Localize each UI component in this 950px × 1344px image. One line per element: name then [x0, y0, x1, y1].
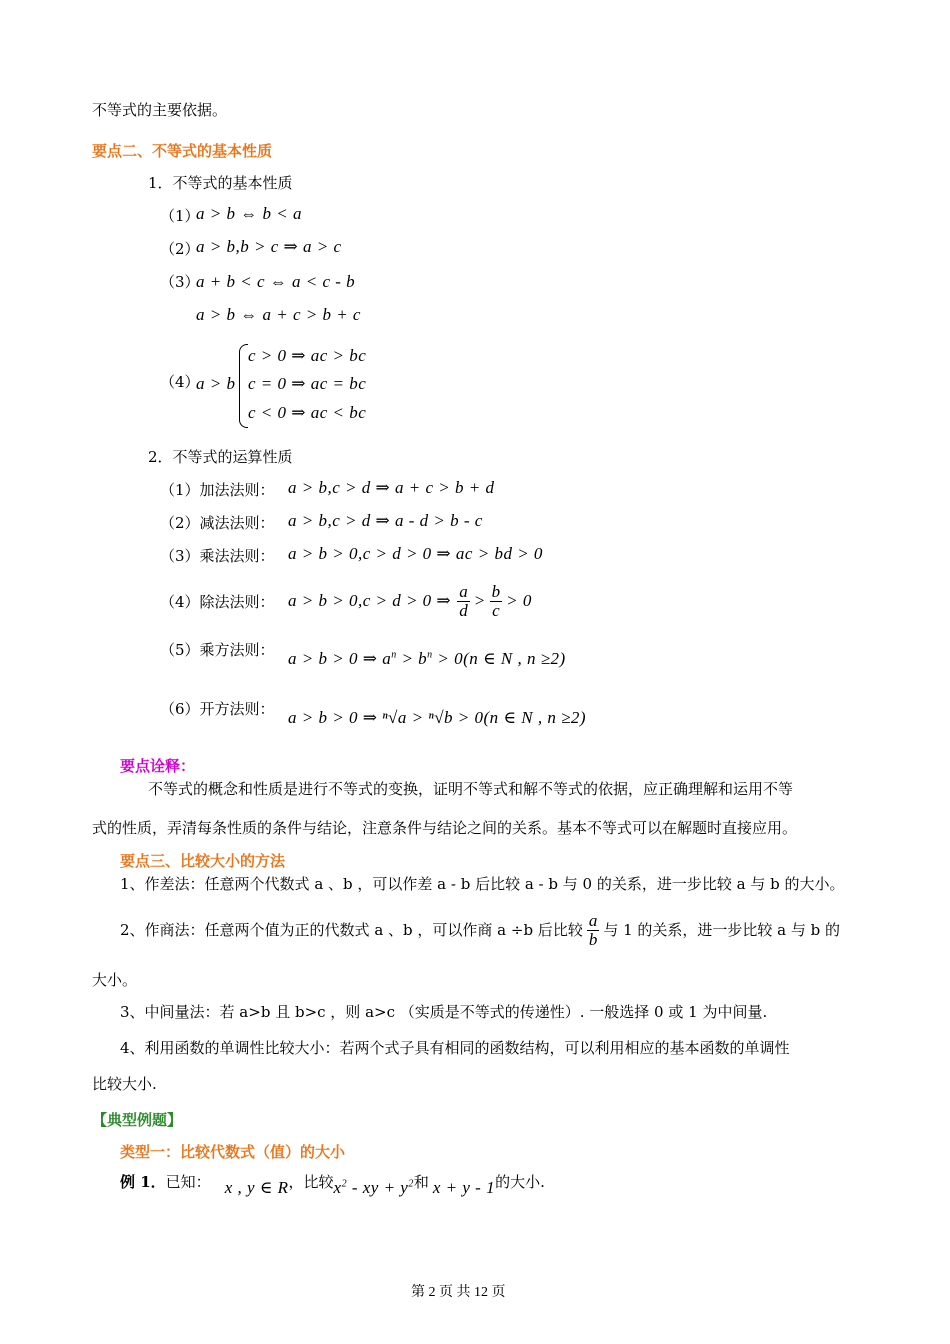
example-text: 和: [413, 1173, 429, 1191]
note-title: 要点诠释：: [120, 757, 196, 775]
example-expression: $x^2$ - xy + $y^2$: [333, 1178, 414, 1197]
op-label: （3）乘法法则：: [160, 547, 275, 565]
intro-tail: 不等式的主要依据。: [92, 101, 228, 119]
fraction-numerator: b: [491, 581, 501, 601]
section2-title: 要点二、不等式的基本性质: [92, 142, 273, 160]
example-text: 的大小.: [495, 1173, 545, 1191]
op-expr-pre: a > b > 0 ⇒ a: [288, 649, 392, 668]
prop4-case: c > 0 ⇒ ac > bc: [248, 346, 367, 365]
exponent: n: [427, 649, 433, 661]
example-condition: x , y ∈ R: [224, 1178, 289, 1197]
section2-sub1: 1．不等式的基本性质: [148, 174, 293, 192]
type1-title: 类型一：比较代数式（值）的大小: [120, 1143, 346, 1161]
fraction-denominator: c: [492, 600, 500, 620]
prop-label: （3）: [160, 273, 200, 291]
op-expr-post: > 0: [506, 591, 532, 610]
fraction: [457, 583, 470, 620]
example-text: 已知：: [165, 1173, 211, 1191]
op-power-expr: [288, 649, 566, 669]
prop4-case: c = 0 ⇒ ac = bc: [248, 374, 367, 393]
prop-label: （1）: [160, 207, 200, 225]
example-label: 例 1．: [120, 1173, 166, 1191]
prop-expr: a > b,b > c ⇒ a > c: [196, 237, 342, 256]
op-expr: a > b,c > d ⇒ a + c > b + d: [288, 478, 495, 497]
method-2-pre: 2、作商法：任意两个值为正的代数式 a 、b ，可以作商 a ÷b 后比较: [120, 921, 583, 939]
fraction-denominator: b: [588, 929, 598, 949]
prop4-lead: a > b: [196, 374, 236, 393]
example-1: [120, 1166, 545, 1198]
fraction-numerator: a: [588, 910, 598, 930]
fraction-denominator: d: [459, 600, 468, 620]
op-label: （2）减法法则：: [160, 514, 275, 532]
example-expression: x + y - 1: [432, 1178, 496, 1197]
op-expr-mid: > b: [396, 649, 428, 668]
note-line: 式的性质，弄清每条性质的条件与结论，注意条件与结论之间的关系。基本不等式可以在解题时直接应用。: [92, 819, 798, 837]
section2-sub2: 2．不等式的运算性质: [148, 448, 293, 466]
method-2-tail: 大小。: [92, 971, 138, 989]
op-label: （6）开方法则：: [160, 700, 275, 718]
op-expr: a > b > 0 ⇒ ⁿ√a > ⁿ√b > 0(n ∈ N , n ≥2): [288, 708, 587, 727]
op-divide-expr: [288, 578, 532, 624]
prop-expr: a > b ⇔ a + c > b + c: [196, 305, 361, 324]
op-expr: a > b > 0,c > d > 0 ⇒ ac > bd > 0: [288, 544, 543, 563]
prop-label: （2）: [160, 240, 200, 258]
left-brace: [239, 344, 248, 428]
section3-title: 要点三、比较大小的方法: [120, 852, 286, 870]
examples-title: 【典型例题】: [92, 1111, 183, 1129]
method-4: 比较大小.: [92, 1075, 157, 1093]
op-label: （1）加法法则：: [160, 481, 275, 499]
method-1: 1、作差法：任意两个代数式 a 、b ，可以作差 a - b 后比较 a - b 与 0 的关系，进一步比较 a 与 b 的大小。: [120, 875, 845, 893]
note-line: 不等式的概念和性质是进行不等式的变换，证明不等式和解不等式的依据，应正确理解和运用不等: [148, 780, 794, 798]
prop4-case: c < 0 ⇒ ac < bc: [248, 403, 367, 422]
op-label: （5）乘方法则：: [160, 641, 275, 659]
prop-expr: a > b ⇔ b < a: [196, 204, 302, 223]
example-text: ，比较: [288, 1173, 334, 1191]
method-4: 4、利用函数的单调性比较大小：若两个式子具有相同的函数结构，可以利用相应的基本函数的单调性: [120, 1039, 790, 1057]
op-expr: a > b,c > d ⇒ a - d > b - c: [288, 511, 483, 530]
page-footer: 第 2 页 共 12 页: [411, 1285, 506, 1300]
op-label: （4）除法法则：: [160, 593, 275, 611]
prop-expr: a + b < c ⇔ a < c - b: [196, 272, 356, 291]
method-2: [120, 908, 840, 952]
op-expr-pre: a > b > 0,c > d > 0 ⇒: [288, 591, 452, 610]
method-2-post: 与 1 的关系，进一步比较 a 与 b 的: [603, 921, 841, 939]
method-3: 3、中间量法：若 a>b 且 b>c ，则 a>c （实质是不等式的传递性）. 一般选择 0 或 1 为中间量.: [120, 1003, 768, 1021]
fraction: [587, 912, 600, 949]
op-gt: >: [473, 591, 486, 610]
fraction: [490, 583, 503, 620]
fraction-numerator: a: [459, 581, 468, 601]
exponent: n: [391, 649, 397, 661]
prop4-label: （4）: [160, 373, 200, 391]
op-expr-post: > 0(n ∈ N , n ≥2): [432, 649, 566, 668]
